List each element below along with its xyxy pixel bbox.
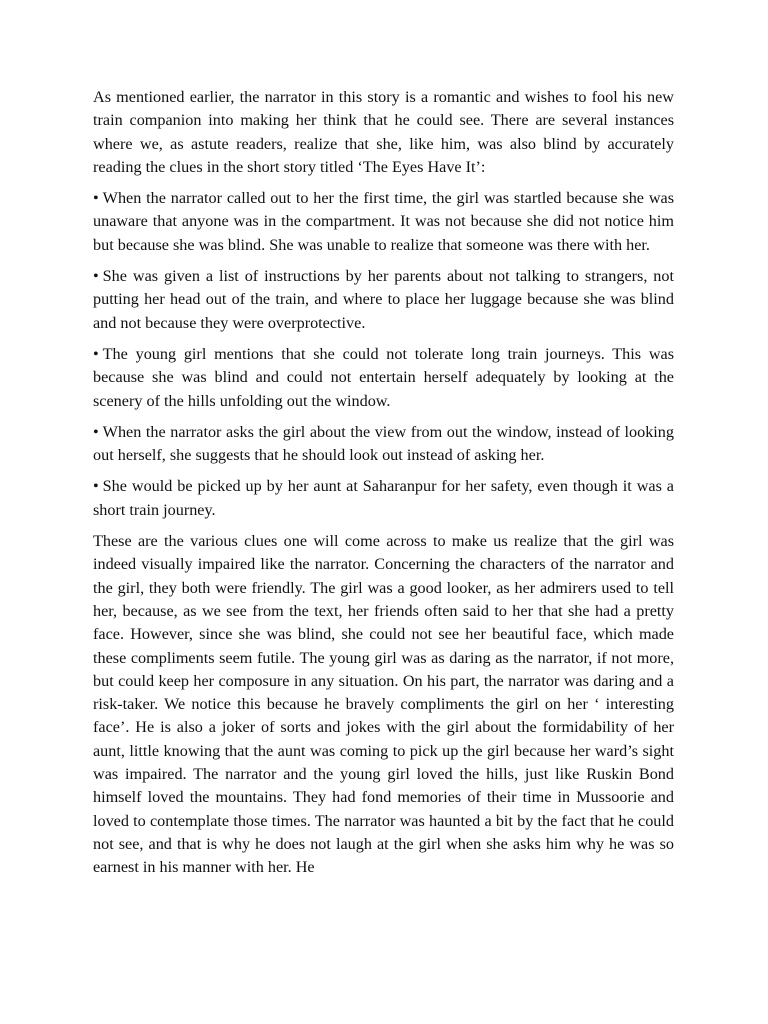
list-item: [93, 343, 674, 413]
closing-paragraph: These are the various clues one will come across to make us realize that the girl was indeed visually impaired like the narrator. Concerning the characters of the narrator and the girl, they both were friendly. The girl was a good looker, as her admirers used to tell her, because, as we see from the text, her friends often said to her that she had a pretty face. However, since she was blind, she could not see her beautiful face, which made these compliments seem futile. The young girl was as daring as the narrator, if not more, but could keep her composure in any situation. On his part, the narrator was daring and a risk-taker. We notice this because he bravely compliments the girl on her ‘ interesting face’. He is also a joker of sorts and jokes with the girl about the formidability of her aunt, little knowing that the aunt was coming to pick up the girl because her ward’s sight was impaired. The narrator and the young girl loved the hills, just like Ruskin Bond himself loved the mountains. They had fond memories of their time in Mussoorie and loved to contemplate those times. The narrator was haunted a bit by the fact that he could not see, and that is why he does not laugh at the girl when she asks him why he was so earnest in his manner with her. He: [93, 532, 674, 877]
intro-paragraph: As mentioned earlier, the narrator in this story is a romantic and wishes to fool his new train companion into making her think that he could see. There are several instances where we, as astute readers, realize that she, like him, was also blind by accurately reading the clues in the short story titled ‘The Eyes Have It’:: [93, 88, 674, 176]
list-item: [93, 475, 674, 522]
bullet-icon: •: [93, 344, 99, 363]
list-item-text: She would be picked up by her aunt at Saharanpur for her safety, even though it was a short train journey.: [93, 477, 674, 519]
list-item: [93, 421, 674, 468]
bullet-icon: •: [93, 477, 99, 496]
list-item-text: When the narrator called out to her the first time, the girl was startled because she was unaware that anyone was in the compartment. It was not because she did not notice him but because she was blind. She was unable to realize that someone was there with her.: [93, 189, 674, 254]
list-item: [93, 187, 674, 257]
bullet-icon: •: [93, 189, 99, 208]
list-item: [93, 265, 674, 335]
list-item-text: The young girl mentions that she could not tolerate long train journeys. This was because she was blind and could not entertain herself adequately by looking at the scenery of the hills unfolding out the window.: [93, 344, 674, 410]
document-page: [93, 86, 674, 888]
list-item-text: She was given a list of instructions by her parents about not talking to strangers, not putting her head out of the train, and where to place her luggage because she was blind and not because they were overprotective.: [93, 267, 674, 332]
bullet-icon: •: [93, 267, 99, 286]
list-item-text: When the narrator asks the girl about the view from out the window, instead of looking out herself, she suggests that he should look out instead of asking her.: [93, 422, 674, 465]
bullet-icon: •: [93, 422, 99, 441]
clue-list: [93, 187, 674, 522]
